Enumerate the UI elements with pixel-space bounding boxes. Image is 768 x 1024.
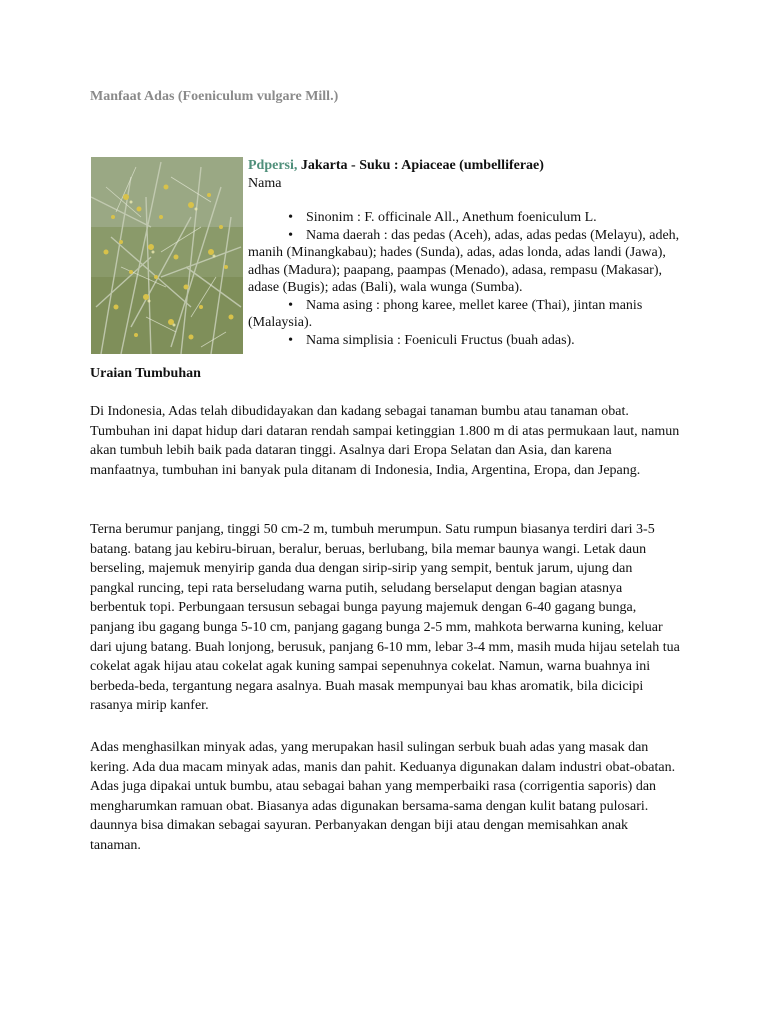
- bullet-icon: •: [288, 332, 293, 348]
- bullet-icon: •: [288, 227, 293, 243]
- intro-block: [90, 157, 680, 354]
- list-item: • Nama simplisia : Foeniculi Fructus (buah adas).: [90, 332, 680, 350]
- list-item: • Nama asing : phong karee, mellet karee (Thai), jintan manis (Malaysia).: [248, 297, 643, 330]
- fennel-plant-photo: [91, 157, 243, 354]
- bullet-icon: •: [288, 297, 293, 313]
- paragraph: Adas menghasilkan minyak adas, yang merupakan hasil sulingan serbuk buah adas yang masak dan kering. Ada dua macam minyak adas, manis dan pahit. Keduanya digunakan dalam industri obat-obatan. Adas juga dipakai untuk bumbu, atau sebagai bahan yang memperbaiki rasa (corrigentia saporis) dan mengharumkan ramuan obat. Biasanya adas digunakan bersama-sama dengan kulit batang pulosari. daunnya bisa dimakan sebagai sayuran. Perbanyakan dengan biji atau dengan memisahkan anak tanaman.: [90, 740, 676, 853]
- list-item: • Nama daerah : das pedas (Aceh), adas, adas pedas (Melayu), adeh, manih (Minangkabau); hades (Sunda), adas, adas londa, adas landi (Jawa), adhas (Madura); paapang, paampas (Menado), adasa, rempasu (Makasar), adase (Bugis); adas (Bali), wala wunga (Sumba).: [248, 227, 680, 295]
- source-name: Pdpersi,: [248, 158, 298, 173]
- document-title: Manfaat Adas (Foeniculum vulgare Mill.): [90, 89, 339, 104]
- lead-text: Jakarta - Suku : Apiaceae (umbelliferae): [300, 158, 544, 173]
- section-title: Uraian Tumbuhan: [90, 366, 201, 381]
- paragraph: Di Indonesia, Adas telah dibudidayakan dan kadang sebagai tanaman bumbu atau tanaman obat. Tumbuhan ini dapat hidup dari dataran rendah sampai ketinggian 1.800 m di atas permukaan laut, namun akan tumbuh lebih baik pada dataran tinggi. Asalnya dari Eropa Selatan dan Asia, dan karena manfaatnya, tumbuhan ini banyak pula ditanam di Indonesia, India, Argentina, Eropa, dan Jepang.: [90, 404, 680, 478]
- bullet-icon: •: [288, 210, 293, 225]
- list-item: • Sinonim : F. officinale All., Anethum foeniculum L.: [90, 209, 680, 227]
- name-label: Nama: [248, 175, 282, 191]
- paragraph: Terna berumur panjang, tinggi 50 cm-2 m, tumbuh merumpun. Satu rumpun biasanya terdiri dari 3-5 batang. batang jau kebiru-biruan, beralur, beruas, berlubang, bila memar baunya wangi. Letak daun berseling, majemuk menyirip ganda dua dengan sirip-sirip yang sempit, bentuk jarum, ujung dan pangkal runcing, tepi rata berseludang warna putih, seludang berselaput dengan bagian atasnya berbentuk topi. Perbungaan tersusun sebagai bunga payung majemuk dengan 6-40 gagang bunga, panjang ibu gagang bunga 5-10 cm, panjang gagang bunga 2-5 mm, mahkota berwarna kuning, keluar dari ujung batang. Buah lonjong, berusuk, panjang 6-10 mm, lebar 3-4 mm, masih muda hijau setelah tua cokelat agak hijau atau cokelat agak kuning sampai sepenuhnya cokelat. Namun, warna buahnya ini berbeda-beda, tergantung negara asalnya. Buah masak mempunyai bau khas aromatik, bila dicicipi rasanya mirip kanfer.: [90, 522, 680, 714]
